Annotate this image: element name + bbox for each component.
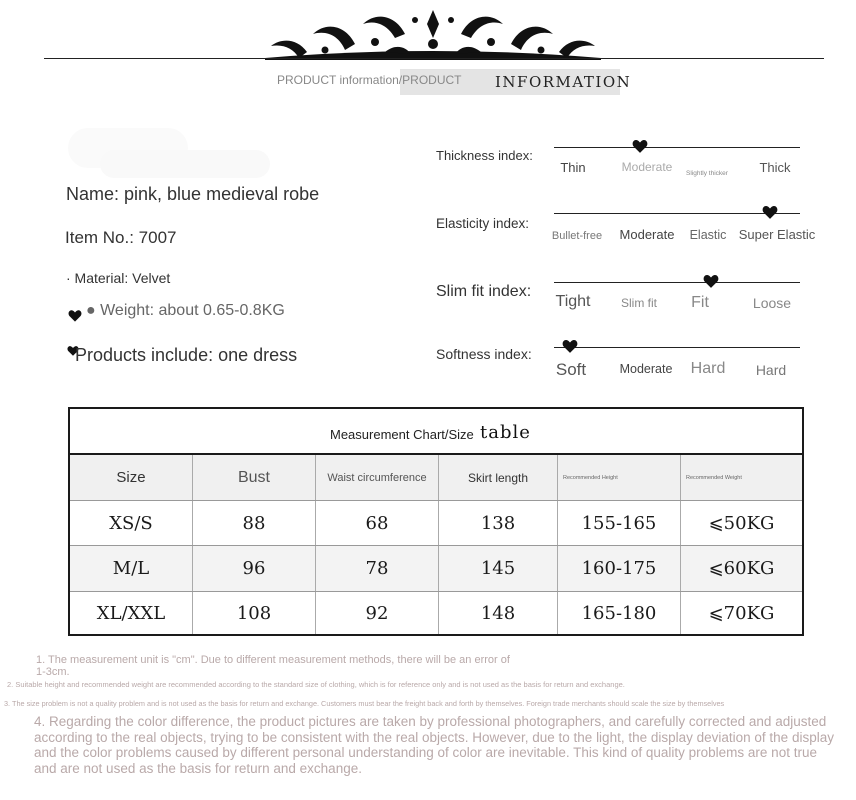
heart-icon (562, 339, 578, 354)
elasticity-label: Moderate (619, 227, 675, 242)
table-cell: M/L (70, 546, 193, 591)
note-1: 1. The measurement unit is "cm". Due to different measurement methods, there will be an error of 1-3cm. (36, 654, 510, 678)
table-title-suffix: table (480, 422, 531, 443)
heart-icon (632, 139, 648, 154)
table-cell: 145 (439, 546, 558, 591)
table-cell: 165-180 (558, 592, 681, 634)
table-row (70, 592, 802, 634)
slim-fit-label: Tight (555, 293, 591, 310)
softness-label: Moderate (619, 362, 673, 376)
table-cell: 155-165 (558, 501, 681, 545)
heart-icon (703, 274, 719, 289)
heart-icon (68, 309, 82, 323)
table-cell: 148 (439, 592, 558, 634)
table-cell: 160-175 (558, 546, 681, 591)
table-cell: XS/S (70, 501, 193, 545)
size-table (68, 407, 804, 636)
table-cell: 108 (193, 592, 316, 634)
subtitle-left: PRODUCT information/PRODUCT (277, 73, 462, 87)
ornament-icon (255, 4, 611, 60)
softness-label: Hard (755, 362, 787, 378)
thickness-index-title: Thickness index: (436, 148, 533, 163)
elasticity-label: Elastic (689, 228, 727, 242)
note-3: 3. The size problem is not a quality problem and is not used as the basis for return and exchange. Customers must bear the freight back and forth by themselves. Foreign trade merchants should scale the size by themselves (4, 699, 725, 708)
table-cell: ⩽50KG (708, 512, 775, 534)
thickness-label: Slightly thicker (686, 170, 728, 177)
slim-fit-index-title: Slim fit index: (436, 283, 532, 300)
table-cell: ⩽70KG (708, 602, 775, 624)
table-header-row (70, 455, 802, 501)
heart-icon (762, 205, 778, 220)
slim-fit-label: Loose (752, 295, 792, 311)
table-header-cell: Waist circumference (316, 455, 439, 500)
table-title: Measurement Chart/Size (330, 427, 474, 442)
table-header-cell: Recommended Height (558, 455, 681, 500)
product-includes: Products include: one dress (75, 345, 298, 365)
note-2: 2. Suitable height and recommended weight are recommended according to the standard size of clothing, which is for reference only and is not used as the basis for return and exchange. (7, 680, 625, 689)
elasticity-label: Super Elastic (738, 227, 816, 242)
table-header-cell: Size (70, 455, 193, 500)
table-row (70, 546, 802, 592)
thickness-scale-line (554, 147, 800, 148)
thickness-label: Thin (560, 160, 586, 175)
softness-scale-line (554, 347, 800, 348)
faded-logo-shape (100, 150, 270, 178)
table-header-cell: Recommended Weight (681, 455, 802, 500)
subtitle-right: INFORMATION (495, 73, 632, 91)
slim-fit-scale-line (554, 282, 800, 283)
table-header-cell: Bust (193, 455, 316, 500)
table-cell: 92 (316, 592, 439, 634)
table-cell: XL/XXL (70, 592, 193, 634)
product-name: Name: pink, blue medieval robe (66, 184, 320, 204)
table-cell: 138 (439, 501, 558, 545)
elasticity-label: Bullet-free (551, 230, 603, 242)
product-item-no: Item No.: 7007 (65, 228, 177, 247)
table-cell: 96 (193, 546, 316, 591)
table-cell: 68 (316, 501, 439, 545)
softness-label: Soft (555, 360, 587, 379)
softness-label: Hard (690, 360, 726, 377)
slim-fit-label: Fit (691, 294, 709, 311)
table-cell: 88 (193, 501, 316, 545)
product-weight: ● Weight: about 0.65-0.8KG (86, 302, 285, 319)
header-rule (44, 58, 824, 59)
elasticity-index-title: Elasticity index: (436, 216, 530, 231)
note-4: 4. Regarding the color difference, the product pictures are taken by professional photographers, and carefully corrected and adjusted according to the real objects, trying to be consistent with the real objects. However, due to the light, the display deviation of the display and the color problems caused by different personal understanding of color are inevitable. This kind of quality problems are not true and are not used as the basis for return and exchange. (34, 714, 834, 776)
table-header-cell: Skirt length (439, 455, 558, 500)
softness-index-title: Softness index: (436, 346, 532, 362)
thickness-label: Moderate (621, 160, 673, 174)
slim-fit-label: Slim fit (621, 296, 657, 310)
product-material: · Material: Velvet (66, 270, 171, 286)
table-cell: ⩽60KG (681, 546, 802, 591)
table-cell: 78 (316, 546, 439, 591)
table-row (70, 501, 802, 546)
table-title-row (70, 409, 802, 455)
thickness-label: Thick (759, 160, 791, 175)
